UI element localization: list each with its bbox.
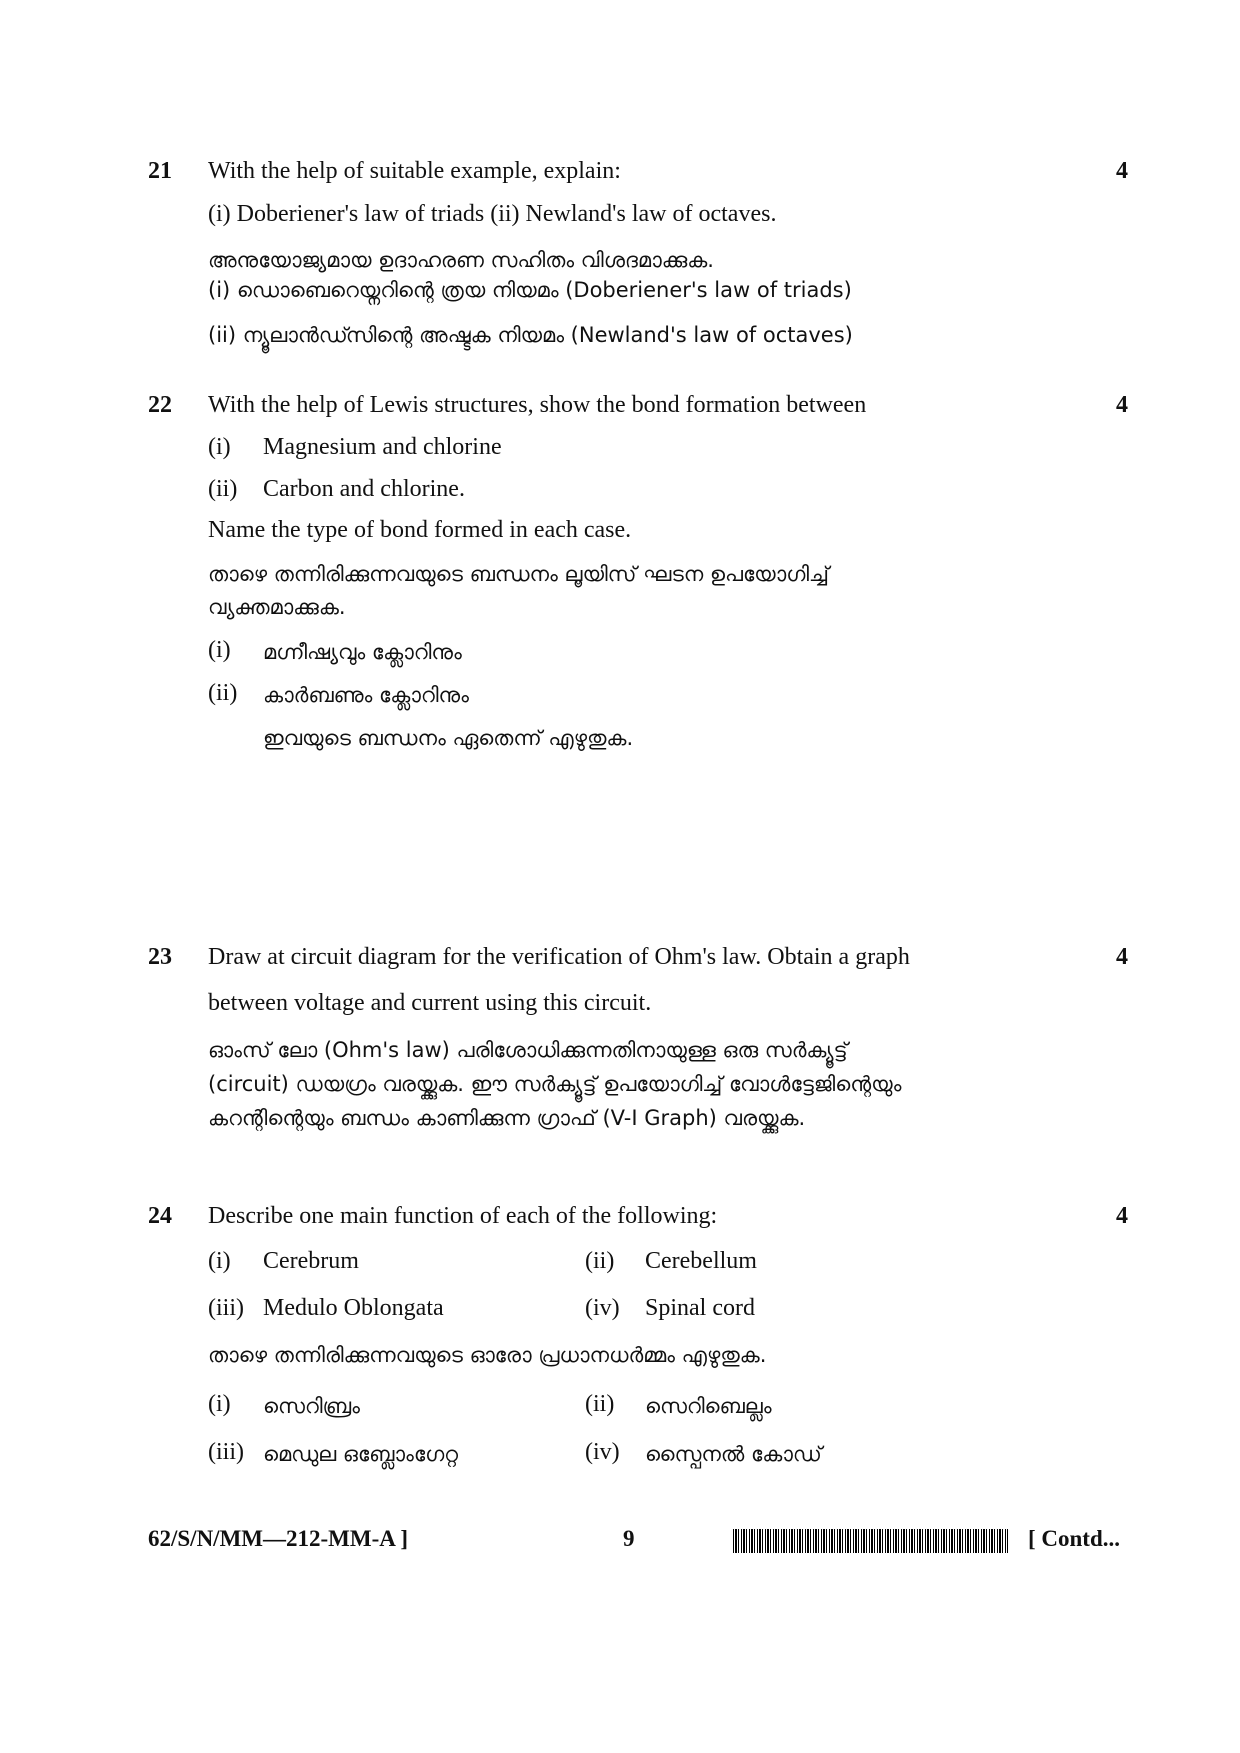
item-label: (iv) [585, 1439, 620, 1465]
question-number: 23 [148, 944, 172, 970]
question-marks: 4 [1116, 1203, 1128, 1229]
question-text-ml: താഴെ തന്നിരിക്കുന്നവയുടെ ഓരോ പ്രധാനധർമ്മം എഴുതുക. [208, 1343, 767, 1367]
question-text-en: between voltage and current using this circuit. [208, 990, 652, 1016]
item-label: (ii) [208, 680, 238, 706]
question-text-en: Describe one main function of each of the following: [208, 1203, 718, 1229]
question-text-ml: അനുയോജ്യമായ ഉദാഹരണ സഹിതം വിശദമാക്കുക. [208, 248, 714, 272]
question-text-ml: ഓംസ് ലോ (Ohm's law) പരിശോധിക്കുന്നതിനായുള്ള ഒരു സർക്യൂട്ട് [208, 1038, 848, 1062]
item-text: Magnesium and chlorine [263, 434, 502, 460]
item-text: സെറിബ്രം [263, 1394, 360, 1418]
question-text-ml: (ii) ന്യൂലാൻഡ്സിന്റെ അഷ്ടക നിയമം (Newland's law of octaves) [208, 323, 853, 347]
item-text: മഗ്നീഷ്യവും ക്ലോറിനും [263, 640, 462, 664]
item-text: മെഡുല ഒബ്ലോംഗേറ്റ [263, 1442, 459, 1466]
item-label: (i) [208, 1391, 231, 1417]
question-22 [148, 392, 1128, 772]
question-marks: 4 [1116, 944, 1128, 970]
item-text: സ്പൈനൽ കോഡ് [645, 1442, 822, 1466]
question-text-en: (i) Doberiener's law of triads (ii) Newland's law of octaves. [208, 201, 777, 227]
item-text: Cerebrum [263, 1248, 359, 1274]
item-text: Carbon and chlorine. [263, 476, 465, 502]
item-label: (iii) [208, 1439, 244, 1465]
item-label: (iv) [585, 1295, 620, 1321]
question-marks: 4 [1116, 158, 1128, 184]
item-text: സെറിബെല്ലം [645, 1394, 772, 1418]
question-marks: 4 [1116, 392, 1128, 418]
item-label: (iii) [208, 1295, 244, 1321]
barcode-icon [733, 1529, 1008, 1553]
question-text-ml: വ്യക്തമാക്കുക. [208, 595, 346, 619]
question-number: 24 [148, 1203, 172, 1229]
question-text-en: With the help of Lewis structures, show the bond formation between [208, 392, 867, 418]
question-number: 22 [148, 392, 172, 418]
page-number: 9 [623, 1526, 635, 1551]
question-text-ml: കറന്റിന്റെയും ബന്ധം കാണിക്കുന്ന ഗ്രാഫ് (V-I Graph) വരയ്ക്കുക. [208, 1106, 806, 1130]
page-footer [148, 1526, 1128, 1560]
item-label: (ii) [208, 476, 238, 502]
question-text-ml: താഴെ തന്നിരിക്കുന്നവയുടെ ബന്ധനം ലൂയിസ് ഘടന ഉപയോഗിച്ച് [208, 562, 829, 586]
question-text-ml: ഇവയുടെ ബന്ധനം ഏതെന്ന് എഴുതുക. [263, 726, 634, 750]
question-text-en: Name the type of bond formed in each case. [208, 517, 632, 543]
item-label: (ii) [585, 1391, 615, 1417]
item-text: Spinal cord [645, 1295, 755, 1321]
continued-label: [ Contd... [1028, 1526, 1121, 1551]
paper-code: 62/S/N/MM—212-MM-A ] [148, 1526, 408, 1551]
question-text-en: Draw at circuit diagram for the verification of Ohm's law. Obtain a graph [208, 944, 910, 970]
question-text-ml: (i) ഡൊബെറെയ്നറിന്റെ ത്രയ നിയമം (Doberiener's law of triads) [208, 278, 852, 302]
question-23 [148, 944, 1128, 1144]
question-24 [148, 1203, 1128, 1483]
question-text-ml: (circuit) ഡയഗ്രം വരയ്ക്കുക. ഈ സർക്യൂട്ട് ഉപയോഗിച്ച് വോൾട്ടേജിന്റെയും [208, 1072, 902, 1096]
item-label: (i) [208, 1248, 231, 1274]
item-label: (i) [208, 637, 231, 663]
question-text-en: With the help of suitable example, explain: [208, 158, 621, 184]
question-number: 21 [148, 158, 172, 184]
item-label: (ii) [585, 1248, 615, 1274]
item-text: Medulo Oblongata [263, 1295, 444, 1321]
item-text: കാർബണും ക്ലോറിനും [263, 683, 469, 707]
question-21 [148, 158, 1128, 398]
item-label: (i) [208, 434, 231, 460]
item-text: Cerebellum [645, 1248, 757, 1274]
